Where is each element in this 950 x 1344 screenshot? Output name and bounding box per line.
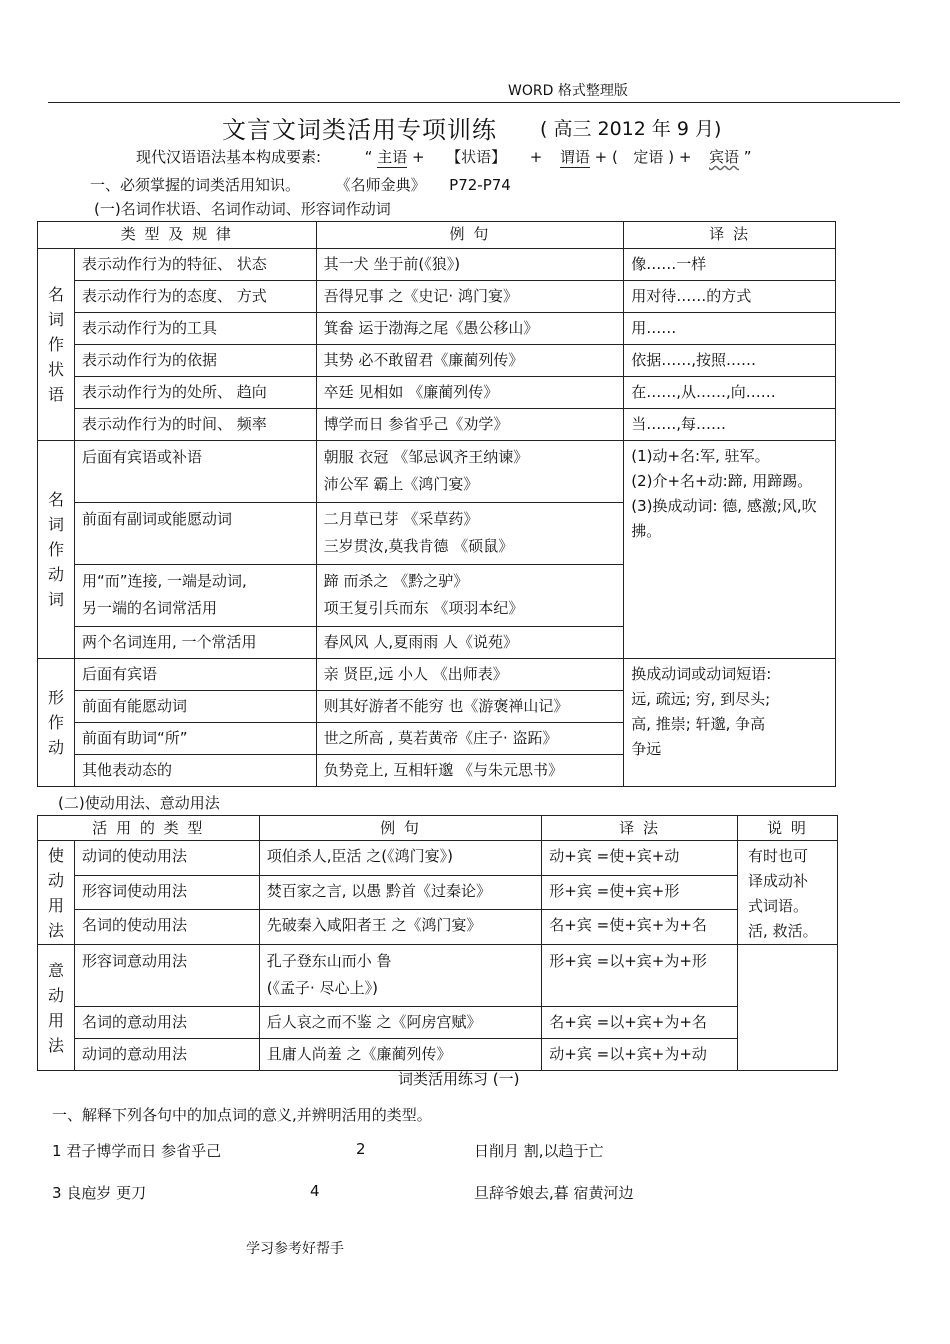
grammar-line — [136, 146, 752, 167]
table-cell: 名+宾 =使+宾+为+名 — [542, 910, 738, 945]
grammar-plus: + ( — [594, 148, 618, 166]
table-cell: 表示动作行为的工具 — [74, 313, 316, 345]
table-cell: 先破秦入咸阳者王 之《鸿门宴》 — [259, 910, 542, 945]
subsection2-heading: (二)使动用法、意动用法 — [58, 794, 220, 812]
table-cell: 两个名词连用, 一个常活用 — [74, 627, 316, 659]
table1-header-example: 例 句 — [316, 222, 624, 249]
category-putative: 意动用法 — [38, 945, 75, 1071]
header-rule — [48, 102, 900, 103]
exercise-item: 3 良庖岁 更刀 — [52, 1184, 147, 1202]
category-noun-verb: 名词作动词 — [38, 441, 75, 659]
section1-heading — [90, 174, 511, 195]
table2-header-type: 活 用 的 类 型 — [38, 816, 260, 841]
table2-header-translation: 译 法 — [542, 816, 738, 841]
table-cell: 表示动作行为的依据 — [74, 345, 316, 377]
table-cell: 后人哀之而不鉴 之《阿房宫赋》 — [259, 1007, 542, 1039]
table-cell-note — [738, 945, 838, 1071]
table-cell: 在……,从……,向…… — [624, 377, 836, 409]
table2-header-note: 说 明 — [738, 816, 838, 841]
page-footer: 学习参考好帮手 — [246, 1241, 344, 1257]
exercise-item: 4 — [310, 1182, 320, 1200]
table-cell: 依据……,按照…… — [624, 345, 836, 377]
grammar-predicate: 谓语 — [559, 148, 590, 166]
table-cell: 动词的使动用法 — [74, 841, 259, 876]
table-cell: 蹄 而杀之 《黔之驴》 项王复引兵而东 《项羽本纪》 — [316, 565, 624, 627]
table-cell: 名+宾 =以+宾+为+名 — [542, 1007, 738, 1039]
table-cell: 表示动作行为的时间、 频率 — [74, 409, 316, 441]
table-cell-translation: 换成动词或动词短语: 远, 疏远; 穷, 到尽头; 高, 推崇; 轩邈, 争高 争远 — [624, 659, 836, 787]
table-cell: 卒廷 见相如 《廉蔺列传》 — [316, 377, 624, 409]
grammar-object: 宾语 — [708, 148, 739, 166]
table-cell: 前面有能愿动词 — [74, 691, 316, 723]
table-cell: 其势 必不敢留君《廉蔺列传》 — [316, 345, 624, 377]
grammar-quote-close: ” — [743, 148, 752, 166]
grammar-plus: + — [529, 148, 543, 166]
grammar-quote-open: “ — [364, 148, 373, 166]
table-cell: 前面有副词或能愿动词 — [74, 503, 316, 565]
section1-pages: P72-P74 — [449, 176, 511, 194]
exercise-item-text: 日削月 割,以趋于亡 — [474, 1142, 604, 1160]
table-cell: 名词的意动用法 — [74, 1007, 259, 1039]
practice-instruction: 一、解释下列各句中的加点词的意义,并辨明活用的类型。 — [52, 1106, 432, 1124]
table-cell: 则其好游者不能穷 也《游褒禅山记》 — [316, 691, 624, 723]
table-cell: 其他表动态的 — [74, 755, 316, 787]
table-cell: 当……,每…… — [624, 409, 836, 441]
table-cell: 名词的使动用法 — [74, 910, 259, 945]
table-cell: 项伯杀人,臣活 之(《鸿门宴》) — [259, 841, 542, 876]
exercise-item-text: 旦辞爷娘去,暮 宿黄河边 — [474, 1184, 634, 1202]
grammar-plus: + — [411, 148, 425, 166]
exercise-item: 2 — [356, 1140, 366, 1158]
table-causative-putative — [37, 815, 838, 1071]
page-title: 文言文词类活用专项训练 — [222, 116, 497, 144]
subsection1-heading: (一)名词作状语、名词作动词、形容词作动词 — [94, 200, 391, 218]
table-cell: 春风风 人,夏雨雨 人《说苑》 — [316, 627, 624, 659]
table-cell: 吾得兄事 之《史记· 鸿门宴》 — [316, 281, 624, 313]
category-adj-verb: 形作动 — [38, 659, 75, 787]
table-cell-note: 有时也可 译成动补 式词语。 活, 救活。 — [738, 841, 838, 945]
table-cell: 动+宾 =以+宾+为+动 — [542, 1039, 738, 1071]
practice-title: 词类活用练习 (一) — [398, 1070, 520, 1088]
grammar-label: 现代汉语语法基本构成要素: — [136, 148, 322, 166]
table-cell: 形容词意动用法 — [74, 945, 259, 1007]
table-cell: 表示动作行为的处所、 趋向 — [74, 377, 316, 409]
category-noun-adverbial: 名词作状语 — [38, 249, 75, 441]
table-cell: 其一犬 坐于前(《狼》) — [316, 249, 624, 281]
table-cell: 亲 贤臣,远 小人 《出师表》 — [316, 659, 624, 691]
section1-ref: 《名师金典》 — [335, 176, 426, 194]
table-cell: 焚百家之言, 以愚 黔首《过秦论》 — [259, 875, 542, 910]
table-cell: 孔子登东山而小 鲁 (《孟子· 尽心上》) — [259, 945, 542, 1007]
table-cell: 形+宾 =使+宾+形 — [542, 875, 738, 910]
table-cell: 形容词使动用法 — [74, 875, 259, 910]
table-cell: 负势竞上, 互相轩邈 《与朱元思书》 — [316, 755, 624, 787]
grammar-plus: ) + — [668, 148, 692, 166]
table2-header-example: 例 句 — [259, 816, 542, 841]
table-cell: 用“而”连接, 一端是动词, 另一端的名词常活用 — [74, 565, 316, 627]
section1-text: 一、必须掌握的词类活用知识。 — [90, 176, 301, 194]
table-cell: 用对待……的方式 — [624, 281, 836, 313]
table-noun-verb-usage — [37, 221, 836, 787]
header-tag: WORD 格式整理版 — [508, 83, 628, 99]
table-cell: 后面有宾语 — [74, 659, 316, 691]
table-cell: 且庸人尚羞 之《廉蔺列传》 — [259, 1039, 542, 1071]
table-cell: 朝服 衣冠 《邹忌讽齐王纳谏》 沛公军 霸上《鸿门宴》 — [316, 441, 624, 503]
table1-header-translation: 译 法 — [624, 222, 836, 249]
table-cell: 像……一样 — [624, 249, 836, 281]
table-cell: 前面有助词“所” — [74, 723, 316, 755]
table-cell: 博学而日 参省乎己《劝学》 — [316, 409, 624, 441]
table-cell: 后面有宾语或补语 — [74, 441, 316, 503]
table-cell: 形+宾 =以+宾+为+形 — [542, 945, 738, 1007]
exercise-item: 1 君子博学而日 参省乎己 — [52, 1142, 222, 1160]
table-cell: 表示动作行为的态度、 方式 — [74, 281, 316, 313]
table-cell: 二月草已芽 《采草药》 三岁贯汝,莫我肯德 《硕鼠》 — [316, 503, 624, 565]
table-cell: 动+宾 =使+宾+动 — [542, 841, 738, 876]
grammar-attributive: 定语 — [633, 148, 664, 166]
table-cell: 世之所高 , 莫若黄帝《庄子· 盗跖》 — [316, 723, 624, 755]
grammar-adverbial: 【状语】 — [446, 148, 507, 166]
table-cell: 用…… — [624, 313, 836, 345]
table-cell: 表示动作行为的特征、 状态 — [74, 249, 316, 281]
table-cell-translation: (1)动+名:军, 驻军。 (2)介+名+动:蹄, 用蹄踢。 (3)换成动词: 德, 感激;风,吹拂。 — [624, 441, 836, 659]
table1-header-type: 类 型 及 规 律 — [38, 222, 317, 249]
grammar-subject: 主语 — [377, 148, 408, 166]
table-cell: 动词的意动用法 — [74, 1039, 259, 1071]
category-causative: 使动用法 — [38, 841, 75, 945]
title-note: ( 高三 2012 年 9 月) — [540, 118, 722, 140]
table-cell: 箕畚 运于渤海之尾《愚公移山》 — [316, 313, 624, 345]
